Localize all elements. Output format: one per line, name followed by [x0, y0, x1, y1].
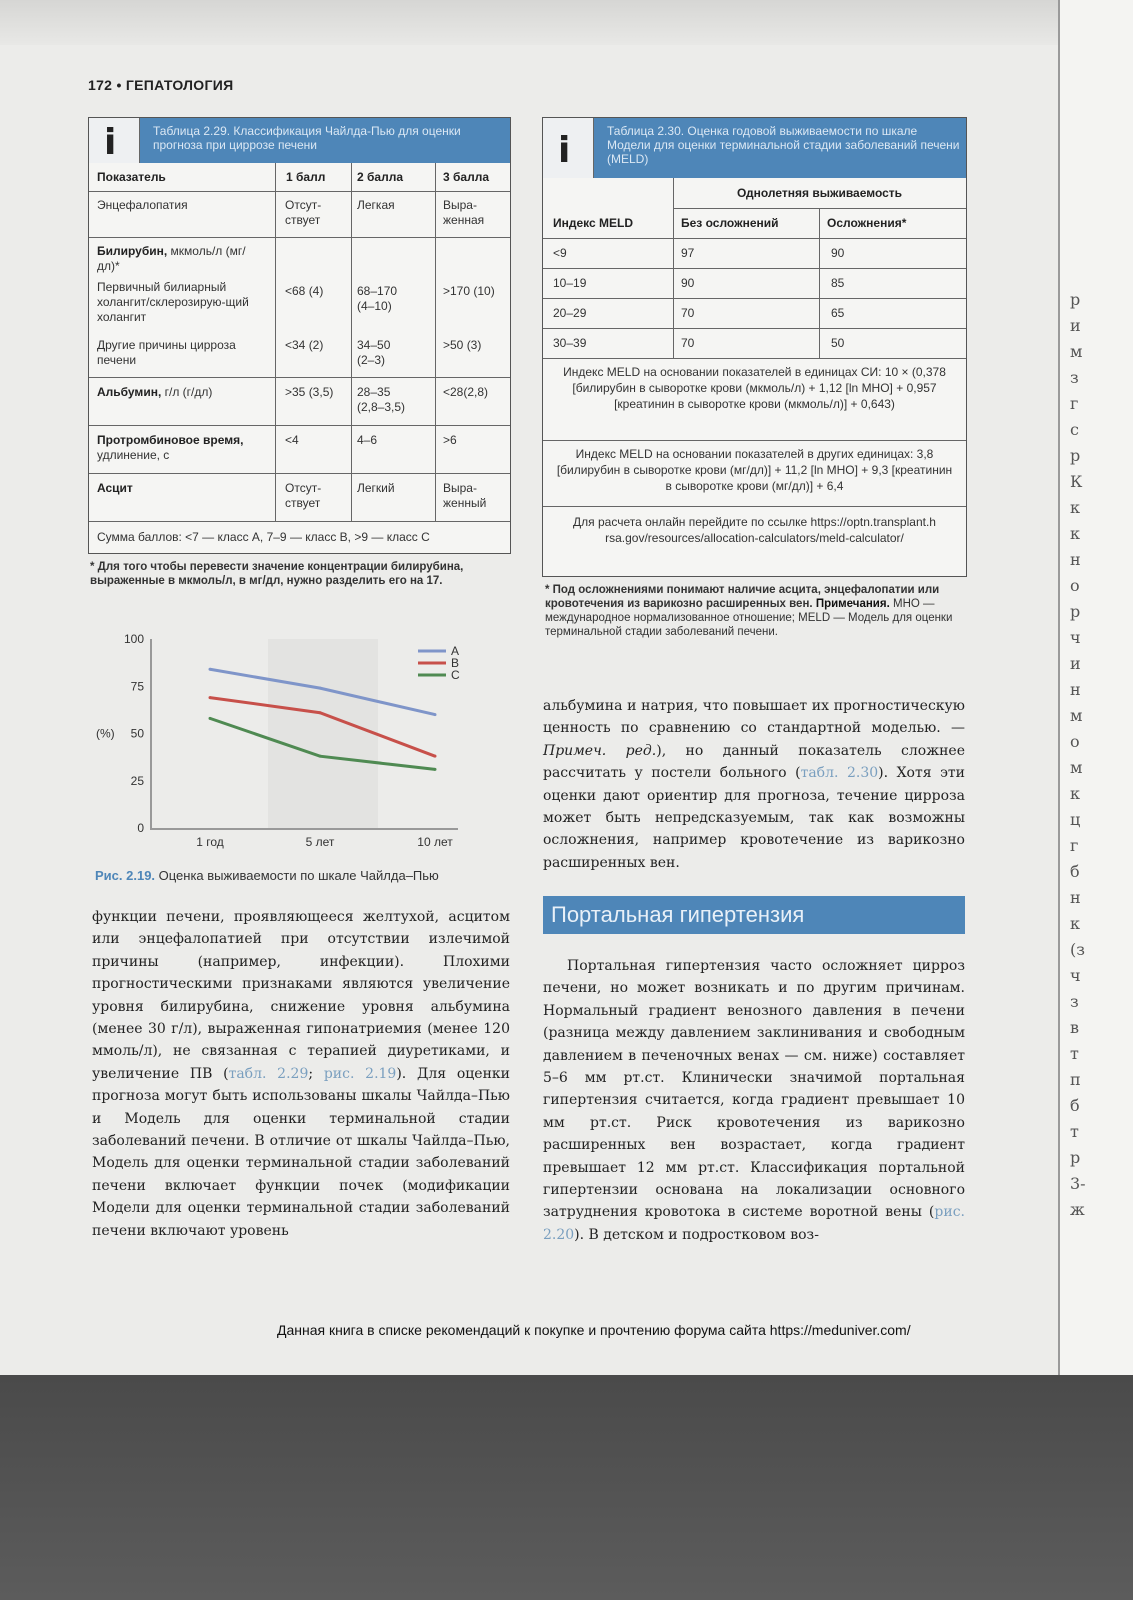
- ref-table-2-30[interactable]: табл. 2.30: [800, 765, 879, 782]
- facing-page-fragment: н: [1070, 888, 1081, 907]
- facing-page-fragment: 3-: [1070, 1174, 1086, 1193]
- y-axis-label: (%): [96, 726, 115, 741]
- facing-page-fragment: р: [1070, 1148, 1081, 1167]
- table-cell: Легкий: [357, 481, 395, 495]
- col-header: 2 балла: [357, 170, 404, 184]
- table-2-29-title: Таблица 2.29. Классификация Чайлда-Пью для оценки прогноза при циррозе печени: [153, 124, 461, 152]
- table-cell: <28(2,8): [443, 385, 489, 399]
- table-2-29-header: [89, 118, 510, 163]
- table-cell: 65: [831, 306, 845, 320]
- facing-page-fragment: ч: [1070, 628, 1081, 647]
- table-cell: Отсут- ствует: [285, 198, 322, 227]
- ref-figure-2-20[interactable]: рис. 2.20: [543, 1204, 965, 1243]
- divider: [89, 473, 510, 474]
- table-2-30-footnote: * Под осложнениями понимают наличие асцита, энцефалопатии или кровотечения из варикозно расширенных вен. Примечания. МНО — международное нормализованное отношение; MELD — Модель для оценки терминальной стадии заболеваний печени.: [545, 584, 953, 638]
- survival-chart: [88, 625, 513, 860]
- table-2-29: [88, 117, 511, 554]
- facing-page-fragment: к: [1070, 524, 1080, 543]
- divider: [89, 521, 510, 522]
- y-tick-label: 25: [130, 773, 144, 788]
- facing-page-fragment: в: [1070, 1018, 1080, 1037]
- table-cell: Билирубин, мкмоль/л (мг/дл)*: [97, 244, 246, 273]
- divider: [543, 298, 966, 299]
- divider: [543, 238, 966, 239]
- page-top-shadow: [0, 0, 1060, 45]
- table-cell: Выра- женный: [443, 481, 487, 510]
- table-cell: 28–35 (2,8–3,5): [357, 385, 406, 414]
- table-cell: Энцефалопатия: [97, 198, 188, 212]
- table-cell: >6: [443, 433, 457, 447]
- facing-page-fragment: р: [1070, 290, 1081, 309]
- table-cell: >170 (10): [443, 284, 495, 298]
- y-tick-label: 75: [130, 679, 144, 694]
- meld-online-link[interactable]: Для расчета онлайн перейдите по ссылке https://optn.transplant.hrsa.gov/resources/allocation-calculators/meld-calculator/: [573, 515, 936, 545]
- table-cell: Отсут- ствует: [285, 481, 322, 510]
- facing-page-fragment: ж: [1070, 1200, 1085, 1219]
- facing-page-fragment: т: [1070, 1122, 1079, 1141]
- facing-page-fragment: и: [1070, 316, 1081, 335]
- facing-page-fragment: г: [1070, 836, 1079, 855]
- table-cell: Легкая: [357, 198, 395, 212]
- table-cell: >50 (3): [443, 338, 482, 352]
- running-header: [88, 77, 233, 93]
- facing-page-fragment: и: [1070, 654, 1081, 673]
- col-header: 1 балл: [286, 170, 326, 184]
- legend-label: C: [451, 668, 460, 682]
- table-cell: 4–6: [357, 433, 378, 447]
- y-tick-label: 50: [130, 726, 144, 741]
- table-cell: Альбумин, г/л (г/дл): [97, 385, 213, 399]
- table-cell: 90: [831, 246, 845, 260]
- table-cell: 34–50 (2–3): [357, 338, 391, 367]
- x-tick-label: 1 год: [196, 835, 224, 849]
- header-section: ГЕПАТОЛОГИЯ: [125, 77, 234, 93]
- col-header: Индекс MELD: [553, 216, 634, 230]
- facing-page-fragment: р: [1070, 446, 1081, 465]
- facing-page-fragment: к: [1070, 498, 1080, 517]
- col-header: 3 балла: [443, 170, 490, 184]
- divider: [89, 425, 510, 426]
- facing-page-fragment: о: [1070, 732, 1080, 751]
- header-bullet: •: [116, 77, 122, 93]
- table-cell: Выра- женная: [443, 198, 485, 227]
- footer-note: Данная книга в списке рекомендаций к покупке и прочтению форума сайта https://meduniver.com/: [277, 1322, 911, 1338]
- table-cell: Первичный билиарный холангит/склерозирую-щий холангит: [97, 280, 249, 324]
- facing-page-fragment: т: [1070, 1044, 1079, 1063]
- legend-label: B: [451, 656, 460, 670]
- table-2-30-header: [543, 118, 966, 178]
- table-sum: Сумма баллов: <7 — класс A, 7–9 — класс B, >9 — класс C: [97, 530, 430, 544]
- facing-page-fragment: о: [1070, 576, 1080, 595]
- table-cell: 70: [681, 306, 695, 320]
- info-icon: i: [89, 118, 140, 163]
- divider: [89, 191, 510, 192]
- data-point: [434, 713, 437, 716]
- table-cell: 85: [831, 276, 845, 290]
- facing-page-fragment: м: [1070, 706, 1083, 725]
- col-header: Без осложнений: [681, 216, 779, 230]
- data-point: [319, 711, 322, 714]
- data-point: [209, 668, 212, 671]
- table-cell: Другие причины цирроза печени: [97, 338, 236, 367]
- table-2-30-title: Таблица 2.30. Оценка годовой выживаемости по шкале Модели для оценки терминальной стадии заболеваний печени (MELD): [607, 124, 960, 166]
- data-point: [209, 696, 212, 699]
- table-cell: <4: [285, 433, 299, 447]
- facing-page-fragment: з: [1070, 368, 1079, 387]
- divider: [543, 268, 966, 269]
- divider: [543, 506, 966, 507]
- section-heading: Портальная гипертензия: [543, 896, 965, 934]
- facing-page-fragment: г: [1070, 394, 1079, 413]
- facing-page-fragment: (з: [1070, 940, 1085, 959]
- facing-page-fragment: н: [1070, 680, 1081, 699]
- facing-page-fragment: н: [1070, 550, 1081, 569]
- data-point: [434, 768, 437, 771]
- table-cell: <34 (2): [285, 338, 324, 352]
- table-cell: 50: [831, 336, 845, 350]
- table-2-30: [542, 117, 967, 577]
- divider: [89, 237, 510, 238]
- left-column-text: функции печени, проявляющееся желтухой, асцитом или энцефалопатией при отсутствии излечимой причины (например, инфекции). Плохими прогностическими признаками являются увеличение уровня билирубина, снижение уровня альбумина (менее 30 г/л), выраженная гипонатриемия (менее 120 ммоль/л), не связанная с терапией диуретиками, и увеличение ПВ (табл. 2.29; рис. 2.19). Для оценки прогноза могут быть использованы шкалы Чайлда–Пью и Модель для оценки терминальной стадии заболеваний печени. В отличие от шкалы Чайлда–Пью, Модель для оценки терминальной стадии заболеваний печени включает функции почек (модификации Модели для оценки терминальной стадии заболеваний печени включают уровень: [92, 909, 510, 1239]
- y-tick-label: 100: [123, 632, 144, 646]
- x-axis: [150, 828, 458, 830]
- divider: [819, 208, 820, 358]
- facing-page-fragment: б: [1070, 862, 1080, 881]
- ref-table-2-29[interactable]: табл. 2.29: [228, 1065, 309, 1082]
- facing-page-fragment: б: [1070, 1096, 1080, 1115]
- meld-formula-other: Индекс MELD на основании показателей в других единицах: 3,8 [билирубин в сыворотке крови (мг/дл)] + 11,2 [ln МНО] + 9,3 [креатинин в сыворотке крови (мг/дл)] + 6,4: [556, 447, 953, 493]
- facing-page-fragment: ч: [1070, 966, 1081, 985]
- divider: [351, 163, 352, 521]
- chart-band: [268, 639, 378, 828]
- data-point: [319, 755, 322, 758]
- info-icon: i: [543, 118, 594, 178]
- y-axis: [150, 639, 152, 828]
- divider: [543, 358, 966, 359]
- x-tick-label: 5 лет: [305, 835, 335, 849]
- facing-page-fragment: к: [1070, 914, 1080, 933]
- table-cell: 20–29: [553, 306, 587, 320]
- col-header: Осложнения*: [827, 216, 907, 230]
- facing-page-fragment: м: [1070, 758, 1083, 777]
- table-cell: 68–170 (4–10): [357, 284, 398, 313]
- data-point: [434, 755, 437, 758]
- data-point: [319, 687, 322, 690]
- facing-page-fragment: К: [1070, 472, 1083, 491]
- meld-formula-si: Индекс MELD на основании показателей в единицах СИ: 10 × (0,378 [билирубин в сыворотке крови (мкмоль/л) + 1,12 [ln МНО] + 0,957 [креатинин в сыворотке крови (мкмоль/л)] + 0,643): [563, 365, 946, 411]
- col-header: Показатель: [97, 170, 166, 184]
- group-header: Однолетняя выживаемость: [736, 186, 903, 200]
- figure-caption: Рис. 2.19. Оценка выживаемости по шкале Чайлда–Пью: [95, 868, 439, 883]
- right-column-text-2: Портальная гипертензия часто осложняет цирроз печени, но может возникать и по другим причинам. Нормальный градиент венозного давления в печени (разница между давлением заклинивания и свободным давлением в печеночных венах — см. ниже) составляет 5–6 мм рт.ст. Клинически значимой портальная гипертензия считается, когда градиент превышает 10 мм рт.ст. Риск кровотечения из варикозно расширенных вен возрастает, когда градиент превышает 12 мм рт.ст. Классификация портальной гипертензии основана на локализации основного затруднения кровотока в системе воротной вены (рис. 2.20). В детском и подростковом воз-: [543, 958, 965, 1243]
- divider: [543, 440, 966, 441]
- facing-page-fragment: с: [1070, 420, 1079, 439]
- table-cell: Асцит: [97, 481, 133, 495]
- facing-page-fragment: м: [1070, 342, 1083, 361]
- table-cell: 97: [681, 246, 695, 260]
- table-cell: <68 (4): [285, 284, 324, 298]
- divider: [89, 377, 510, 378]
- facing-page-edge: [1058, 0, 1133, 1375]
- y-tick-label: 0: [137, 821, 144, 835]
- table-cell: 70: [681, 336, 695, 350]
- divider: [543, 328, 966, 329]
- page-number: 172: [88, 77, 113, 93]
- right-column-text: альбумина и натрия, что повышает их прогностическую ценность по сравнению со стандартной моделью. — Примеч. ред.), но данный показатель сложнее рассчитать у постели больного (табл. 2.30). Хотя эти оценки дают ориентир для прогноза, течение цирроза может быть непредсказуемым, так как возможны осложнения, например кровотечение из варикозно расширенных вен.: [543, 698, 966, 871]
- scan-background: [0, 1375, 1133, 1600]
- table-2-29-footnote: * Для того чтобы перевести значение концентрации билирубина, выраженные в мкмоль/л, в мг/дл, нужно разделить его на 17.: [90, 561, 464, 587]
- divider: [435, 163, 436, 521]
- divider: [275, 163, 276, 521]
- table-cell: <9: [553, 246, 567, 260]
- facing-page-fragment: ц: [1070, 810, 1081, 829]
- data-point: [209, 717, 212, 720]
- x-tick-label: 10 лет: [417, 835, 453, 849]
- table-cell: 10–19: [553, 276, 587, 290]
- facing-page-fragment: з: [1070, 992, 1079, 1011]
- table-cell: 90: [681, 276, 695, 290]
- facing-page-fragment: р: [1070, 602, 1081, 621]
- ref-figure-2-19[interactable]: рис. 2.19: [323, 1065, 397, 1082]
- table-cell: >35 (3,5): [285, 385, 334, 399]
- facing-page-fragment: к: [1070, 784, 1080, 803]
- table-cell: 30–39: [553, 336, 587, 350]
- facing-page-fragment: п: [1070, 1070, 1081, 1089]
- legend-label: A: [451, 644, 460, 658]
- table-cell: Протромбиновое время, удлинение, с: [97, 433, 244, 462]
